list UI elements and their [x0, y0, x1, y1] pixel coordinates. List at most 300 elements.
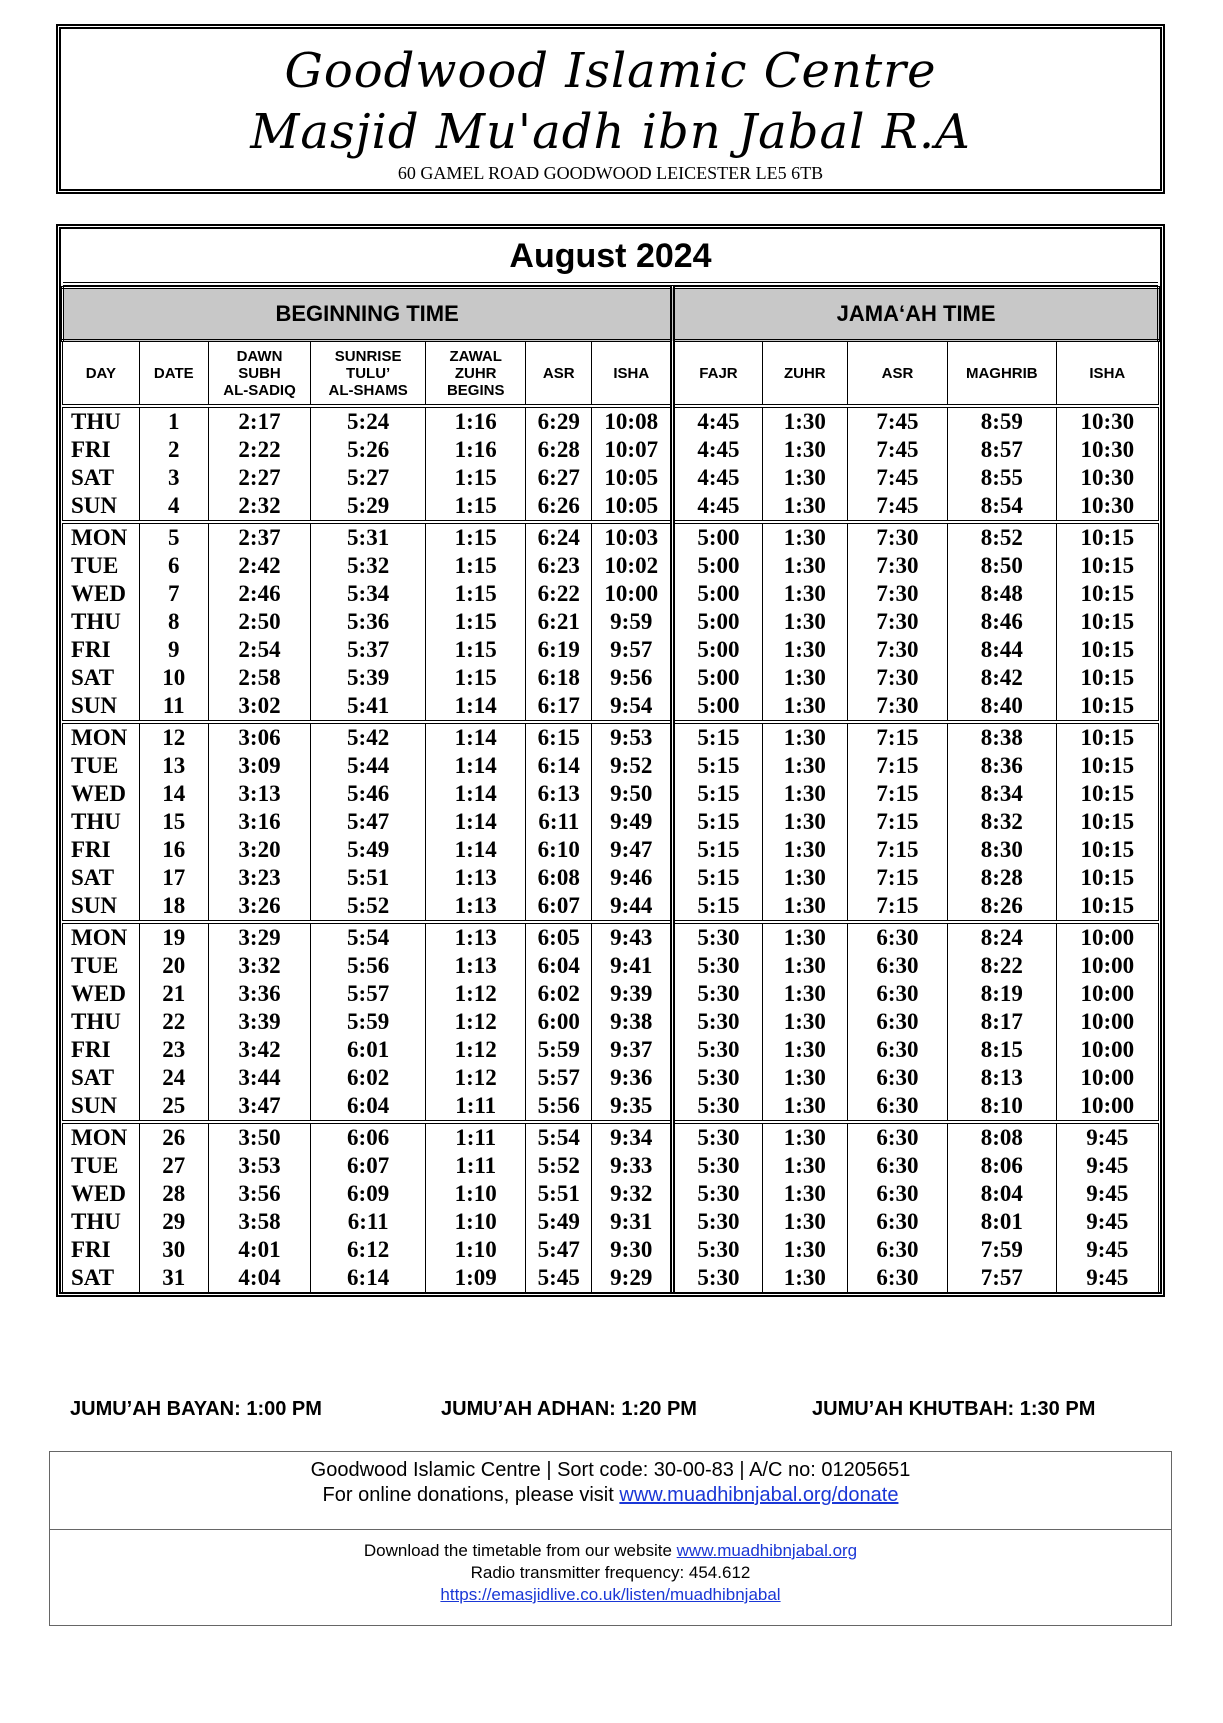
table-cell: 5:30: [673, 1008, 762, 1036]
col-jamaah-isha: ISHA: [1056, 341, 1158, 407]
table-cell: 7:30: [847, 664, 947, 692]
table-cell: 8:36: [948, 752, 1057, 780]
timetable-grid: [61, 286, 1160, 1292]
table-cell: 1:30: [762, 1008, 847, 1036]
table-cell: 1:10: [426, 1180, 526, 1208]
table-cell: 6:30: [847, 1092, 947, 1122]
table-cell: 1:14: [426, 808, 526, 836]
table-cell: TUE: [63, 552, 140, 580]
table-cell: 5:54: [311, 922, 426, 952]
table-cell: 2:32: [208, 492, 310, 522]
header-box: [56, 24, 1165, 194]
table-cell: 5:30: [673, 1180, 762, 1208]
table-row: [63, 1152, 1159, 1180]
table-cell: 9:30: [592, 1236, 673, 1264]
table-cell: FRI: [63, 1236, 140, 1264]
table-cell: 1:10: [426, 1208, 526, 1236]
table-cell: 1:15: [426, 580, 526, 608]
table-row: [63, 406, 1159, 436]
table-cell: SAT: [63, 864, 140, 892]
col-asr: ASR: [526, 341, 592, 407]
table-row: [63, 1008, 1159, 1036]
table-cell: 10:00: [1056, 1092, 1158, 1122]
table-cell: 1:14: [426, 836, 526, 864]
donate-link[interactable]: www.muadhibnjabal.org/donate: [619, 1484, 899, 1506]
col-jamaah-maghrib: MAGHRIB: [948, 341, 1057, 407]
table-cell: 5:30: [673, 1064, 762, 1092]
table-cell: 1:30: [762, 1180, 847, 1208]
table-cell: 7:15: [847, 808, 947, 836]
table-row: [63, 1180, 1159, 1208]
table-cell: 6:30: [847, 1064, 947, 1092]
table-cell: 10:15: [1056, 522, 1158, 552]
table-cell: 8:52: [948, 522, 1057, 552]
table-cell: THU: [63, 808, 140, 836]
table-cell: 9:32: [592, 1180, 673, 1208]
table-cell: 16: [139, 836, 208, 864]
table-cell: 6:23: [526, 552, 592, 580]
table-cell: 7:15: [847, 836, 947, 864]
table-row: [63, 752, 1159, 780]
website-link[interactable]: www.muadhibnjabal.org: [676, 1541, 858, 1560]
table-cell: 9:37: [592, 1036, 673, 1064]
table-cell: 5:00: [673, 664, 762, 692]
table-cell: 9:38: [592, 1008, 673, 1036]
table-cell: 8:44: [948, 636, 1057, 664]
prayer-timetable: [56, 224, 1165, 1297]
table-cell: 3:58: [208, 1208, 310, 1236]
table-cell: 8:01: [948, 1208, 1057, 1236]
table-cell: 10:00: [1056, 1064, 1158, 1092]
table-cell: 10:00: [1056, 1008, 1158, 1036]
table-cell: 9:45: [1056, 1208, 1158, 1236]
table-cell: 1:30: [762, 836, 847, 864]
table-cell: 4:45: [673, 406, 762, 436]
table-cell: 2:42: [208, 552, 310, 580]
table-cell: 10:30: [1056, 492, 1158, 522]
table-cell: 3:16: [208, 808, 310, 836]
table-cell: 1:15: [426, 522, 526, 552]
table-cell: 1:30: [762, 1092, 847, 1122]
table-cell: 1:30: [762, 436, 847, 464]
table-cell: 19: [139, 922, 208, 952]
table-cell: 3:02: [208, 692, 310, 722]
table-cell: 9:35: [592, 1092, 673, 1122]
table-cell: 4:04: [208, 1264, 310, 1292]
table-cell: 3:39: [208, 1008, 310, 1036]
table-cell: 10:05: [592, 492, 673, 522]
table-cell: 5:29: [311, 492, 426, 522]
table-cell: 10:15: [1056, 664, 1158, 692]
download-line: [50, 1540, 1171, 1562]
table-cell: 1:12: [426, 1064, 526, 1092]
table-cell: 5:30: [673, 1122, 762, 1152]
table-cell: 1:30: [762, 522, 847, 552]
table-cell: 1: [139, 406, 208, 436]
table-cell: 10:15: [1056, 580, 1158, 608]
table-cell: 5:30: [673, 922, 762, 952]
table-cell: 6:07: [526, 892, 592, 922]
table-cell: SAT: [63, 1064, 140, 1092]
table-cell: THU: [63, 406, 140, 436]
table-cell: 3:26: [208, 892, 310, 922]
table-cell: 9:52: [592, 752, 673, 780]
table-row: [63, 1092, 1159, 1122]
table-cell: 5:15: [673, 808, 762, 836]
table-cell: 2:54: [208, 636, 310, 664]
table-cell: 5:15: [673, 780, 762, 808]
table-cell: 5:45: [526, 1264, 592, 1292]
table-cell: 1:30: [762, 1264, 847, 1292]
table-cell: SUN: [63, 692, 140, 722]
table-cell: 1:30: [762, 892, 847, 922]
table-cell: SAT: [63, 1264, 140, 1292]
table-cell: 1:13: [426, 952, 526, 980]
table-cell: 3:53: [208, 1152, 310, 1180]
table-cell: 1:12: [426, 1036, 526, 1064]
table-cell: WED: [63, 1180, 140, 1208]
table-cell: 3:29: [208, 922, 310, 952]
table-cell: 1:30: [762, 406, 847, 436]
table-cell: 8:04: [948, 1180, 1057, 1208]
table-cell: SUN: [63, 892, 140, 922]
jumuah-bayan: JUMU’AH BAYAN: 1:00 PM: [70, 1398, 322, 1420]
table-cell: 10:00: [1056, 952, 1158, 980]
table-cell: 5:32: [311, 552, 426, 580]
table-cell: 10:00: [592, 580, 673, 608]
col-isha: ISHA: [592, 341, 673, 407]
col-jamaah-fajr: FAJR: [673, 341, 762, 407]
table-cell: 6:22: [526, 580, 592, 608]
table-cell: 6:30: [847, 1036, 947, 1064]
table-cell: 5:30: [673, 980, 762, 1008]
table-cell: 5:00: [673, 552, 762, 580]
table-cell: 8:55: [948, 464, 1057, 492]
col-jamaah-zuhr: ZUHR: [762, 341, 847, 407]
table-cell: 8:17: [948, 1008, 1057, 1036]
table-cell: 1:15: [426, 492, 526, 522]
table-cell: 10:15: [1056, 836, 1158, 864]
centre-name: Goodwood Islamic Centre: [284, 43, 937, 99]
table-cell: 2:46: [208, 580, 310, 608]
table-cell: 5:42: [311, 722, 426, 752]
table-cell: 8:08: [948, 1122, 1057, 1152]
table-cell: 1:30: [762, 692, 847, 722]
table-cell: 2:27: [208, 464, 310, 492]
table-cell: 10:00: [1056, 1036, 1158, 1064]
table-row: [63, 664, 1159, 692]
table-cell: 30: [139, 1236, 208, 1264]
table-cell: WED: [63, 780, 140, 808]
table-cell: 1:30: [762, 980, 847, 1008]
table-cell: SUN: [63, 1092, 140, 1122]
table-row: [63, 922, 1159, 952]
jumuah-adhan: JUMU’AH ADHAN: 1:20 PM: [441, 1398, 697, 1420]
table-cell: 9:29: [592, 1264, 673, 1292]
table-cell: 10:30: [1056, 436, 1158, 464]
listen-live-link[interactable]: https://emasjidlive.co.uk/listen/muadhibnjabal: [440, 1585, 781, 1604]
table-cell: 5:34: [311, 580, 426, 608]
table-cell: 8:57: [948, 436, 1057, 464]
table-cell: 3:44: [208, 1064, 310, 1092]
table-cell: MON: [63, 522, 140, 552]
table-cell: 21: [139, 980, 208, 1008]
table-cell: 1:15: [426, 664, 526, 692]
table-cell: 1:16: [426, 436, 526, 464]
table-cell: 8:28: [948, 864, 1057, 892]
table-cell: 6:10: [526, 836, 592, 864]
table-cell: 9:43: [592, 922, 673, 952]
table-cell: 10:30: [1056, 406, 1158, 436]
table-cell: 1:30: [762, 952, 847, 980]
table-cell: 10:00: [1056, 980, 1158, 1008]
table-cell: FRI: [63, 436, 140, 464]
table-cell: 28: [139, 1180, 208, 1208]
table-cell: 2:37: [208, 522, 310, 552]
table-cell: 5:00: [673, 692, 762, 722]
table-cell: 10:15: [1056, 636, 1158, 664]
table-cell: 6:17: [526, 692, 592, 722]
table-cell: 5:24: [311, 406, 426, 436]
table-cell: THU: [63, 1208, 140, 1236]
table-cell: 10:15: [1056, 552, 1158, 580]
table-cell: 9:45: [1056, 1152, 1158, 1180]
table-cell: 7:45: [847, 492, 947, 522]
table-cell: 1:30: [762, 780, 847, 808]
table-cell: 6:30: [847, 952, 947, 980]
table-cell: 8:19: [948, 980, 1057, 1008]
table-cell: 6:05: [526, 922, 592, 952]
table-cell: 5:26: [311, 436, 426, 464]
table-cell: 1:10: [426, 1236, 526, 1264]
table-cell: 6:04: [311, 1092, 426, 1122]
table-cell: 27: [139, 1152, 208, 1180]
table-cell: 6:13: [526, 780, 592, 808]
table-cell: 1:14: [426, 780, 526, 808]
table-cell: 1:30: [762, 664, 847, 692]
table-cell: 5:00: [673, 522, 762, 552]
table-cell: 2: [139, 436, 208, 464]
table-cell: 9:57: [592, 636, 673, 664]
table-cell: 6:30: [847, 922, 947, 952]
table-cell: 7:59: [948, 1236, 1057, 1264]
table-cell: 6: [139, 552, 208, 580]
table-cell: 5:52: [311, 892, 426, 922]
table-cell: 6:30: [847, 1208, 947, 1236]
table-cell: 8:46: [948, 608, 1057, 636]
table-cell: 6:29: [526, 406, 592, 436]
table-cell: 3:42: [208, 1036, 310, 1064]
table-cell: 9:49: [592, 808, 673, 836]
month-title: August 2024: [63, 231, 1158, 286]
table-cell: 9:33: [592, 1152, 673, 1180]
table-cell: 1:15: [426, 636, 526, 664]
table-row: [63, 722, 1159, 752]
masjid-name: Masjid Mu'adh ibn Jabal R.A: [250, 104, 971, 160]
table-cell: 3:09: [208, 752, 310, 780]
table-cell: 8:42: [948, 664, 1057, 692]
table-cell: 10:03: [592, 522, 673, 552]
table-cell: 1:11: [426, 1152, 526, 1180]
download-info: [50, 1530, 1171, 1625]
table-cell: 6:30: [847, 980, 947, 1008]
table-cell: 5:41: [311, 692, 426, 722]
table-cell: 9:53: [592, 722, 673, 752]
table-cell: 9:44: [592, 892, 673, 922]
table-cell: 5:15: [673, 864, 762, 892]
table-cell: 5:51: [311, 864, 426, 892]
table-cell: 6:30: [847, 1008, 947, 1036]
table-cell: 5:54: [526, 1122, 592, 1152]
table-cell: 14: [139, 780, 208, 808]
donation-line: [50, 1483, 1171, 1508]
table-cell: 3:50: [208, 1122, 310, 1152]
table-cell: 5:00: [673, 580, 762, 608]
table-cell: 6:30: [847, 1122, 947, 1152]
table-cell: 8:22: [948, 952, 1057, 980]
table-cell: 7:45: [847, 406, 947, 436]
download-text: Download the timetable from our website: [363, 1541, 672, 1560]
table-cell: 1:13: [426, 922, 526, 952]
table-row: [63, 892, 1159, 922]
table-cell: 3:20: [208, 836, 310, 864]
table-row: [63, 492, 1159, 522]
table-cell: 10: [139, 664, 208, 692]
table-cell: 1:30: [762, 464, 847, 492]
table-cell: 10:15: [1056, 808, 1158, 836]
table-cell: 3: [139, 464, 208, 492]
table-cell: 5:46: [311, 780, 426, 808]
table-cell: 4:45: [673, 492, 762, 522]
radio-frequency: Radio transmitter frequency: 454.612: [470, 1563, 751, 1582]
beginning-time-header: BEGINNING TIME: [63, 288, 673, 341]
table-cell: FRI: [63, 636, 140, 664]
table-row: [63, 1122, 1159, 1152]
table-cell: 9:45: [1056, 1122, 1158, 1152]
table-cell: 6:30: [847, 1152, 947, 1180]
table-cell: 2:17: [208, 406, 310, 436]
jumuah-times: [56, 1398, 1165, 1428]
table-cell: 1:15: [426, 552, 526, 580]
table-cell: 5:36: [311, 608, 426, 636]
table-cell: 5: [139, 522, 208, 552]
table-cell: FRI: [63, 836, 140, 864]
table-cell: SUN: [63, 492, 140, 522]
footer: [49, 1451, 1172, 1626]
table-cell: 8:48: [948, 580, 1057, 608]
table-row: [63, 980, 1159, 1008]
table-cell: 5:49: [526, 1208, 592, 1236]
table-cell: 26: [139, 1122, 208, 1152]
table-cell: 2:22: [208, 436, 310, 464]
table-cell: 20: [139, 952, 208, 980]
table-cell: 12: [139, 722, 208, 752]
table-cell: 7:15: [847, 722, 947, 752]
table-cell: 8:40: [948, 692, 1057, 722]
table-cell: 6:27: [526, 464, 592, 492]
table-cell: 25: [139, 1092, 208, 1122]
jamaah-time-header: JAMA‘AH TIME: [673, 288, 1159, 341]
table-cell: 6:08: [526, 864, 592, 892]
table-row: [63, 522, 1159, 552]
table-cell: 8:50: [948, 552, 1057, 580]
table-cell: 10:15: [1056, 722, 1158, 752]
table-cell: 6:21: [526, 608, 592, 636]
table-row: [63, 552, 1159, 580]
table-cell: MON: [63, 922, 140, 952]
table-cell: 6:09: [311, 1180, 426, 1208]
table-cell: 8:15: [948, 1036, 1057, 1064]
table-cell: 1:14: [426, 692, 526, 722]
table-cell: 1:09: [426, 1264, 526, 1292]
table-cell: 5:59: [311, 1008, 426, 1036]
table-row: [63, 836, 1159, 864]
table-cell: 5:49: [311, 836, 426, 864]
table-cell: 8:59: [948, 406, 1057, 436]
table-cell: 6:30: [847, 1180, 947, 1208]
table-cell: 7:15: [847, 780, 947, 808]
table-cell: TUE: [63, 1152, 140, 1180]
table-cell: 1:14: [426, 752, 526, 780]
col-date: DATE: [139, 341, 208, 407]
table-cell: FRI: [63, 1036, 140, 1064]
table-cell: 1:11: [426, 1122, 526, 1152]
table-cell: 1:30: [762, 1236, 847, 1264]
table-cell: 7:30: [847, 522, 947, 552]
col-zawal: ZAWAL ZUHR BEGINS: [426, 341, 526, 407]
table-cell: 9:36: [592, 1064, 673, 1092]
table-cell: 1:12: [426, 1008, 526, 1036]
table-cell: 6:12: [311, 1236, 426, 1264]
table-row: [63, 952, 1159, 980]
table-cell: 11: [139, 692, 208, 722]
table-cell: 4:45: [673, 464, 762, 492]
table-cell: 8:32: [948, 808, 1057, 836]
table-cell: 6:15: [526, 722, 592, 752]
table-cell: 4:45: [673, 436, 762, 464]
table-cell: 15: [139, 808, 208, 836]
col-jamaah-asr: ASR: [847, 341, 947, 407]
table-cell: 10:08: [592, 406, 673, 436]
table-cell: 5:15: [673, 722, 762, 752]
table-cell: 7:30: [847, 552, 947, 580]
table-cell: 9:45: [1056, 1264, 1158, 1292]
table-cell: 1:30: [762, 608, 847, 636]
donation-info: [50, 1452, 1171, 1530]
table-cell: 6:11: [526, 808, 592, 836]
table-cell: 5:15: [673, 752, 762, 780]
table-cell: MON: [63, 722, 140, 752]
table-cell: 10:15: [1056, 892, 1158, 922]
table-cell: 8:10: [948, 1092, 1057, 1122]
table-cell: 5:15: [673, 836, 762, 864]
col-dawn: DAWN SUBH AL-SADIQ: [208, 341, 310, 407]
table-cell: 1:12: [426, 980, 526, 1008]
table-cell: 1:11: [426, 1092, 526, 1122]
table-cell: 10:15: [1056, 608, 1158, 636]
table-cell: 6:18: [526, 664, 592, 692]
table-row: [63, 692, 1159, 722]
table-cell: 9:39: [592, 980, 673, 1008]
table-row: [63, 436, 1159, 464]
table-cell: 9:45: [1056, 1180, 1158, 1208]
table-cell: 9:59: [592, 608, 673, 636]
table-cell: 9:45: [1056, 1236, 1158, 1264]
table-cell: 5:51: [526, 1180, 592, 1208]
table-cell: 5:47: [311, 808, 426, 836]
table-row: [63, 864, 1159, 892]
table-cell: 7:45: [847, 436, 947, 464]
